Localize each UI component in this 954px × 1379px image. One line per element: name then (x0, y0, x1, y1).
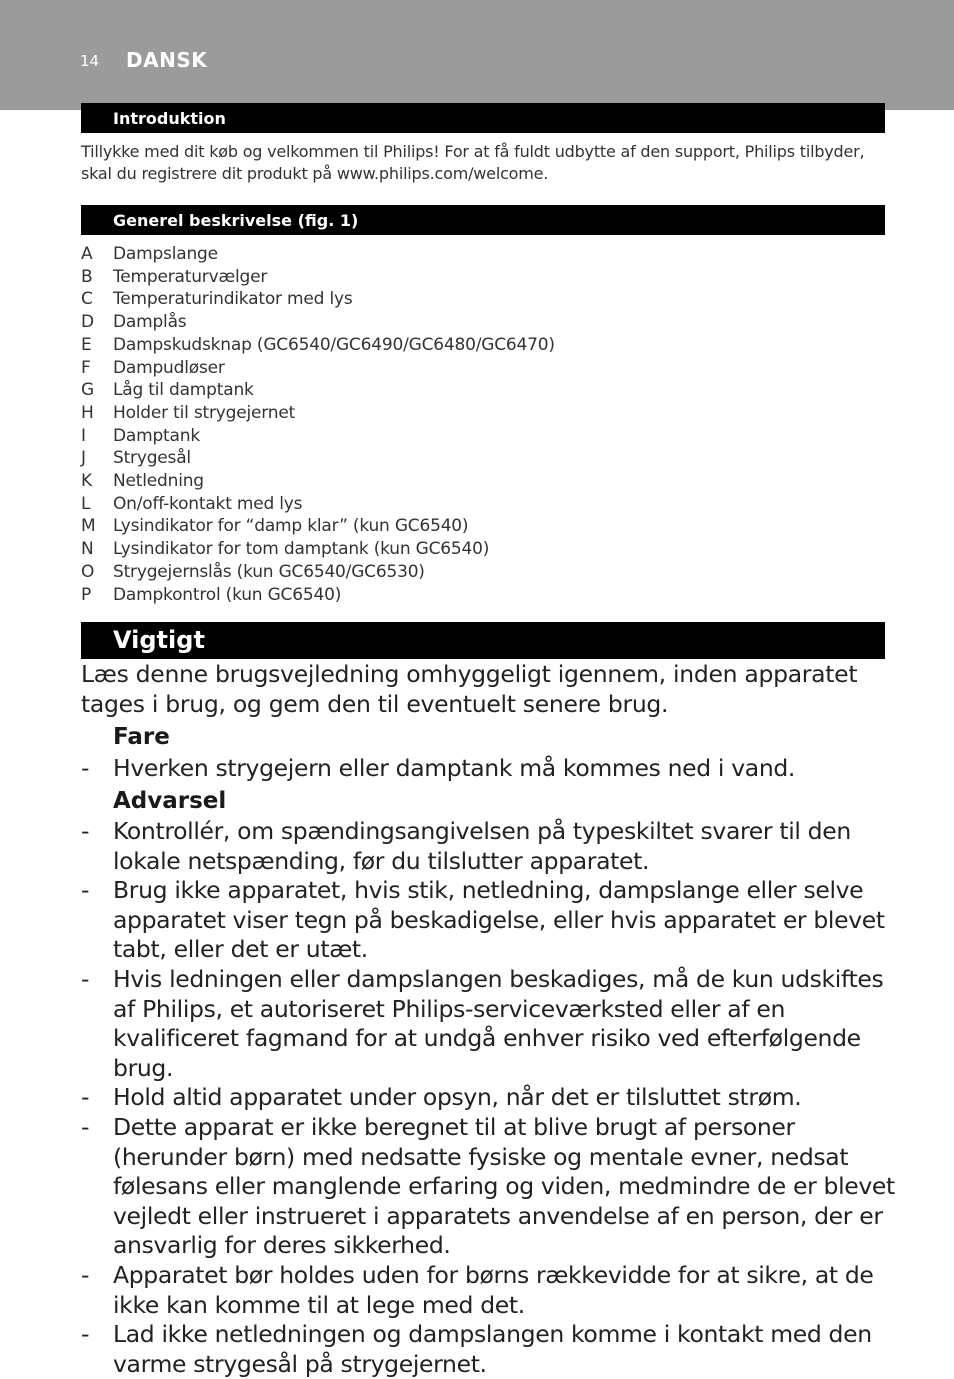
list-item-text: Hverken strygejern eller damptank må kommes ned i vand. (113, 754, 796, 782)
list-item (81, 876, 896, 965)
list-item (81, 357, 555, 380)
list-item (81, 493, 555, 516)
list-item (81, 817, 896, 876)
page-header-band (0, 0, 954, 110)
warning-heading: Advarsel (113, 788, 227, 814)
list-item (81, 470, 555, 493)
part-label: Lysindikator for “damp klar” (kun GC6540) (113, 516, 469, 537)
part-key: L (81, 493, 91, 514)
bullet-dash: - (81, 1320, 90, 1349)
part-key: N (81, 539, 94, 560)
part-key: D (81, 312, 94, 333)
language-heading: DANSK (126, 48, 208, 72)
bullet-dash: - (81, 1260, 90, 1289)
part-label: Holder til strygejernet (113, 402, 296, 423)
part-key: F (81, 357, 91, 378)
part-label: Temperaturindikator med lys (113, 289, 353, 310)
part-key: P (81, 584, 92, 605)
list-item (81, 1320, 896, 1379)
list-item (81, 515, 555, 538)
list-item (81, 754, 896, 784)
part-key: J (81, 448, 86, 469)
part-label: Damplås (113, 312, 187, 333)
part-key: C (81, 289, 93, 310)
part-label: Strygejernslås (kun GC6540/GC6530) (113, 561, 425, 582)
section-bar-introduction (81, 103, 885, 133)
list-item-text: Hvis ledningen eller dampslangen beskadiges, må de kun udskiftes af Philips, et autoriseret Philips-serviceværksted eller af en kvalificeret fagmand for at undgå enhver risiko ved efterfølgende brug. (113, 964, 884, 1082)
list-item (81, 288, 555, 311)
part-key: O (81, 561, 95, 582)
list-item (81, 334, 555, 357)
list-item (81, 561, 555, 584)
part-label: Temperaturvælger (113, 266, 268, 287)
part-key: G (81, 380, 94, 401)
danger-list (81, 754, 896, 784)
page-number: 14 (80, 52, 100, 70)
section-title-introduction: Introduktion (113, 109, 226, 128)
list-item (81, 1083, 896, 1113)
part-label: Strygesål (113, 448, 191, 469)
list-item (81, 311, 555, 334)
list-item-text: Brug ikke apparatet, hvis stik, netledning, dampslange eller selve apparatet viser tegn på beskadigelse, eller hvis apparatet er blevet tabt, eller det er utæt. (113, 876, 885, 964)
danger-heading: Fare (113, 724, 170, 750)
part-label: Dampskudsknap (GC6540/GC6490/GC6480/GC6470) (113, 334, 555, 355)
list-item (81, 425, 555, 448)
bullet-dash: - (81, 1112, 90, 1141)
list-item-text: Kontrollér, om spændingsangivelsen på typeskiltet svarer til den lokale netspænding, før du tilslutter apparatet. (113, 817, 851, 875)
bullet-dash: - (81, 876, 90, 905)
parts-list (81, 243, 555, 606)
bullet-dash: - (81, 754, 90, 782)
part-key: E (81, 334, 92, 355)
part-label: Damptank (113, 425, 200, 446)
section-bar-general-description (81, 205, 885, 235)
bullet-dash: - (81, 1083, 90, 1112)
list-item (81, 243, 555, 266)
part-key: K (81, 471, 92, 492)
list-item (81, 1261, 896, 1320)
intro-paragraph: Tillykke med dit køb og velkommen til Philips! For at få fuldt udbytte af den support, Philips tilbyder, skal du registrere dit produkt på www.philips.com/welcome. (81, 142, 865, 183)
list-item-text: Lad ikke netledningen og dampslangen komme i kontakt med den varme strygesål på strygejernet. (113, 1320, 872, 1378)
part-label: Låg til damptank (113, 380, 254, 401)
bullet-dash: - (81, 964, 90, 993)
list-item-text: Hold altid apparatet under opsyn, når det er tilsluttet strøm. (113, 1083, 802, 1112)
part-label: Dampudløser (113, 357, 225, 378)
part-label: Dampkontrol (kun GC6540) (113, 584, 342, 605)
list-item (81, 584, 555, 607)
section-title-important: Vigtigt (113, 626, 205, 654)
part-key: I (81, 425, 86, 446)
part-key: H (81, 402, 94, 423)
part-key: M (81, 516, 96, 537)
part-label: Netledning (113, 471, 204, 492)
section-bar-important (81, 622, 885, 659)
list-item (81, 965, 896, 1083)
part-label: Lysindikator for tom damptank (kun GC6540) (113, 539, 490, 560)
part-key: A (81, 244, 93, 264)
bullet-dash: - (81, 817, 90, 845)
important-lead-paragraph: Læs denne brugsvejledning omhyggeligt igennem, inden apparatet tages i brug, og gem den til eventuelt senere brug. (81, 660, 858, 718)
part-label: Dampslange (113, 244, 218, 264)
list-item (81, 379, 555, 402)
list-item-text: Dette apparat er ikke beregnet til at blive brugt af personer (herunder børn) med nedsatte fysiske og mentale evner, nedsat følesans eller manglende erfaring og viden, medmindre de er blevet vejledt eller instrueret i apparatets anvendelse af en person, der er ansvarlig for deres sikkerhed. (113, 1112, 895, 1260)
list-item (81, 266, 555, 289)
part-label: On/off-kontakt med lys (113, 493, 303, 514)
part-key: B (81, 266, 93, 287)
list-item (81, 1113, 896, 1261)
section-title-general-description: Generel beskrivelse (fig. 1) (113, 211, 359, 230)
list-item-text: Apparatet bør holdes uden for børns rækkevidde for at sikre, at de ikke kan komme til at lege med det. (113, 1260, 874, 1319)
list-item (81, 538, 555, 561)
warning-list (81, 817, 896, 1379)
list-item (81, 402, 555, 425)
list-item (81, 447, 555, 470)
